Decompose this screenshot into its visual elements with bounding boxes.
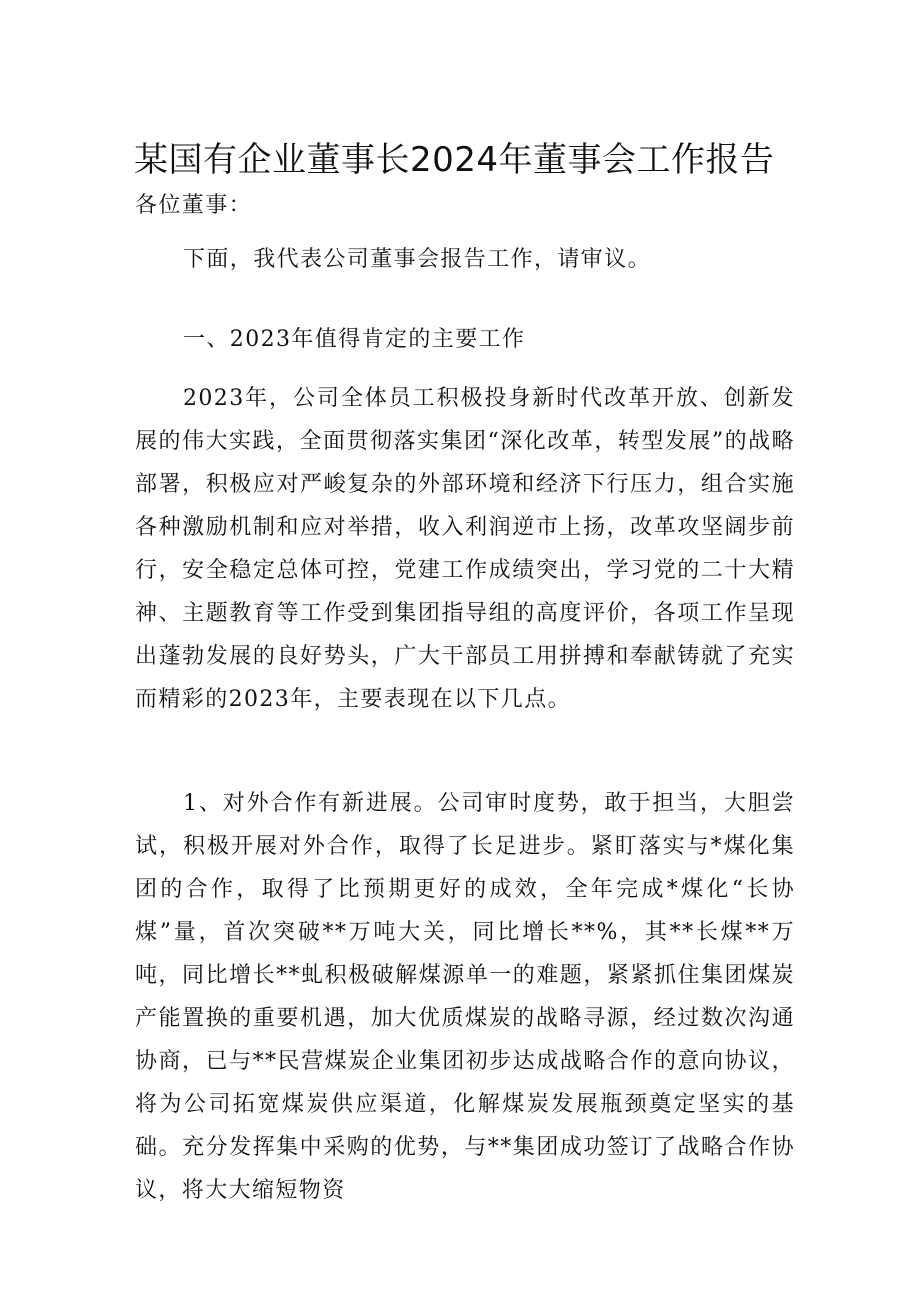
body-paragraph-external-cooperation: 1、对外合作有新进展。公司审时度势，敢于担当，大胆尝试，积极开展对外合作，取得了长足进步。紧盯落实与*煤化集团的合作，取得了比预期更好的成效，全年完成*煤化“长协煤”量，首次突破**万吨大关，同比增长**%，其**长煤**万吨，同比增长**虬积极破解煤源单一的难题，紧紧抓住集团煤炭产能置换的重要机遇，加大优质煤炭的战略寻源，经过数次沟通协商，已与**民营煤炭企业集团初步达成战略合作的意向协议，将为公司拓宽煤炭供应渠道，化解煤炭发展瓶颈奠定坚实的基础。充分发挥集中采购的优势，与**集团成功签订了战略合作协议，将大大缩短物资 — [135, 791, 795, 1203]
document-title: 某国有企业董事长2024年董事会工作报告 — [134, 140, 775, 180]
salutation: 各位董事： — [135, 193, 253, 218]
intro-paragraph: 下面，我代表公司董事会报告工作，请审议。 — [183, 247, 652, 272]
body-paragraph-2023-summary: 2023年，公司全体员工积极投身新时代改革开放、创新发展的伟大实践，全面贯彻落实集团“深化改革，转型发展”的战略部署，积极应对严峻复杂的外部环境和经济下行压力，组合实施各种激励机制和应对举措，收入利润逆市上扬，改革攻坚阔步前行，安全稳定总体可控，党建工作成绩突出，学习党的二十大精神、主题教育等工作受到集团指导组的高度评价，各项工作呈现出蓬勃发展的良好势头，广大干部员工用拼搏和奉献铸就了充实而精彩的2023年，主要表现在以下几点。 — [135, 386, 795, 712]
section-heading: 一、2023年值得肯定的主要工作 — [183, 327, 526, 352]
